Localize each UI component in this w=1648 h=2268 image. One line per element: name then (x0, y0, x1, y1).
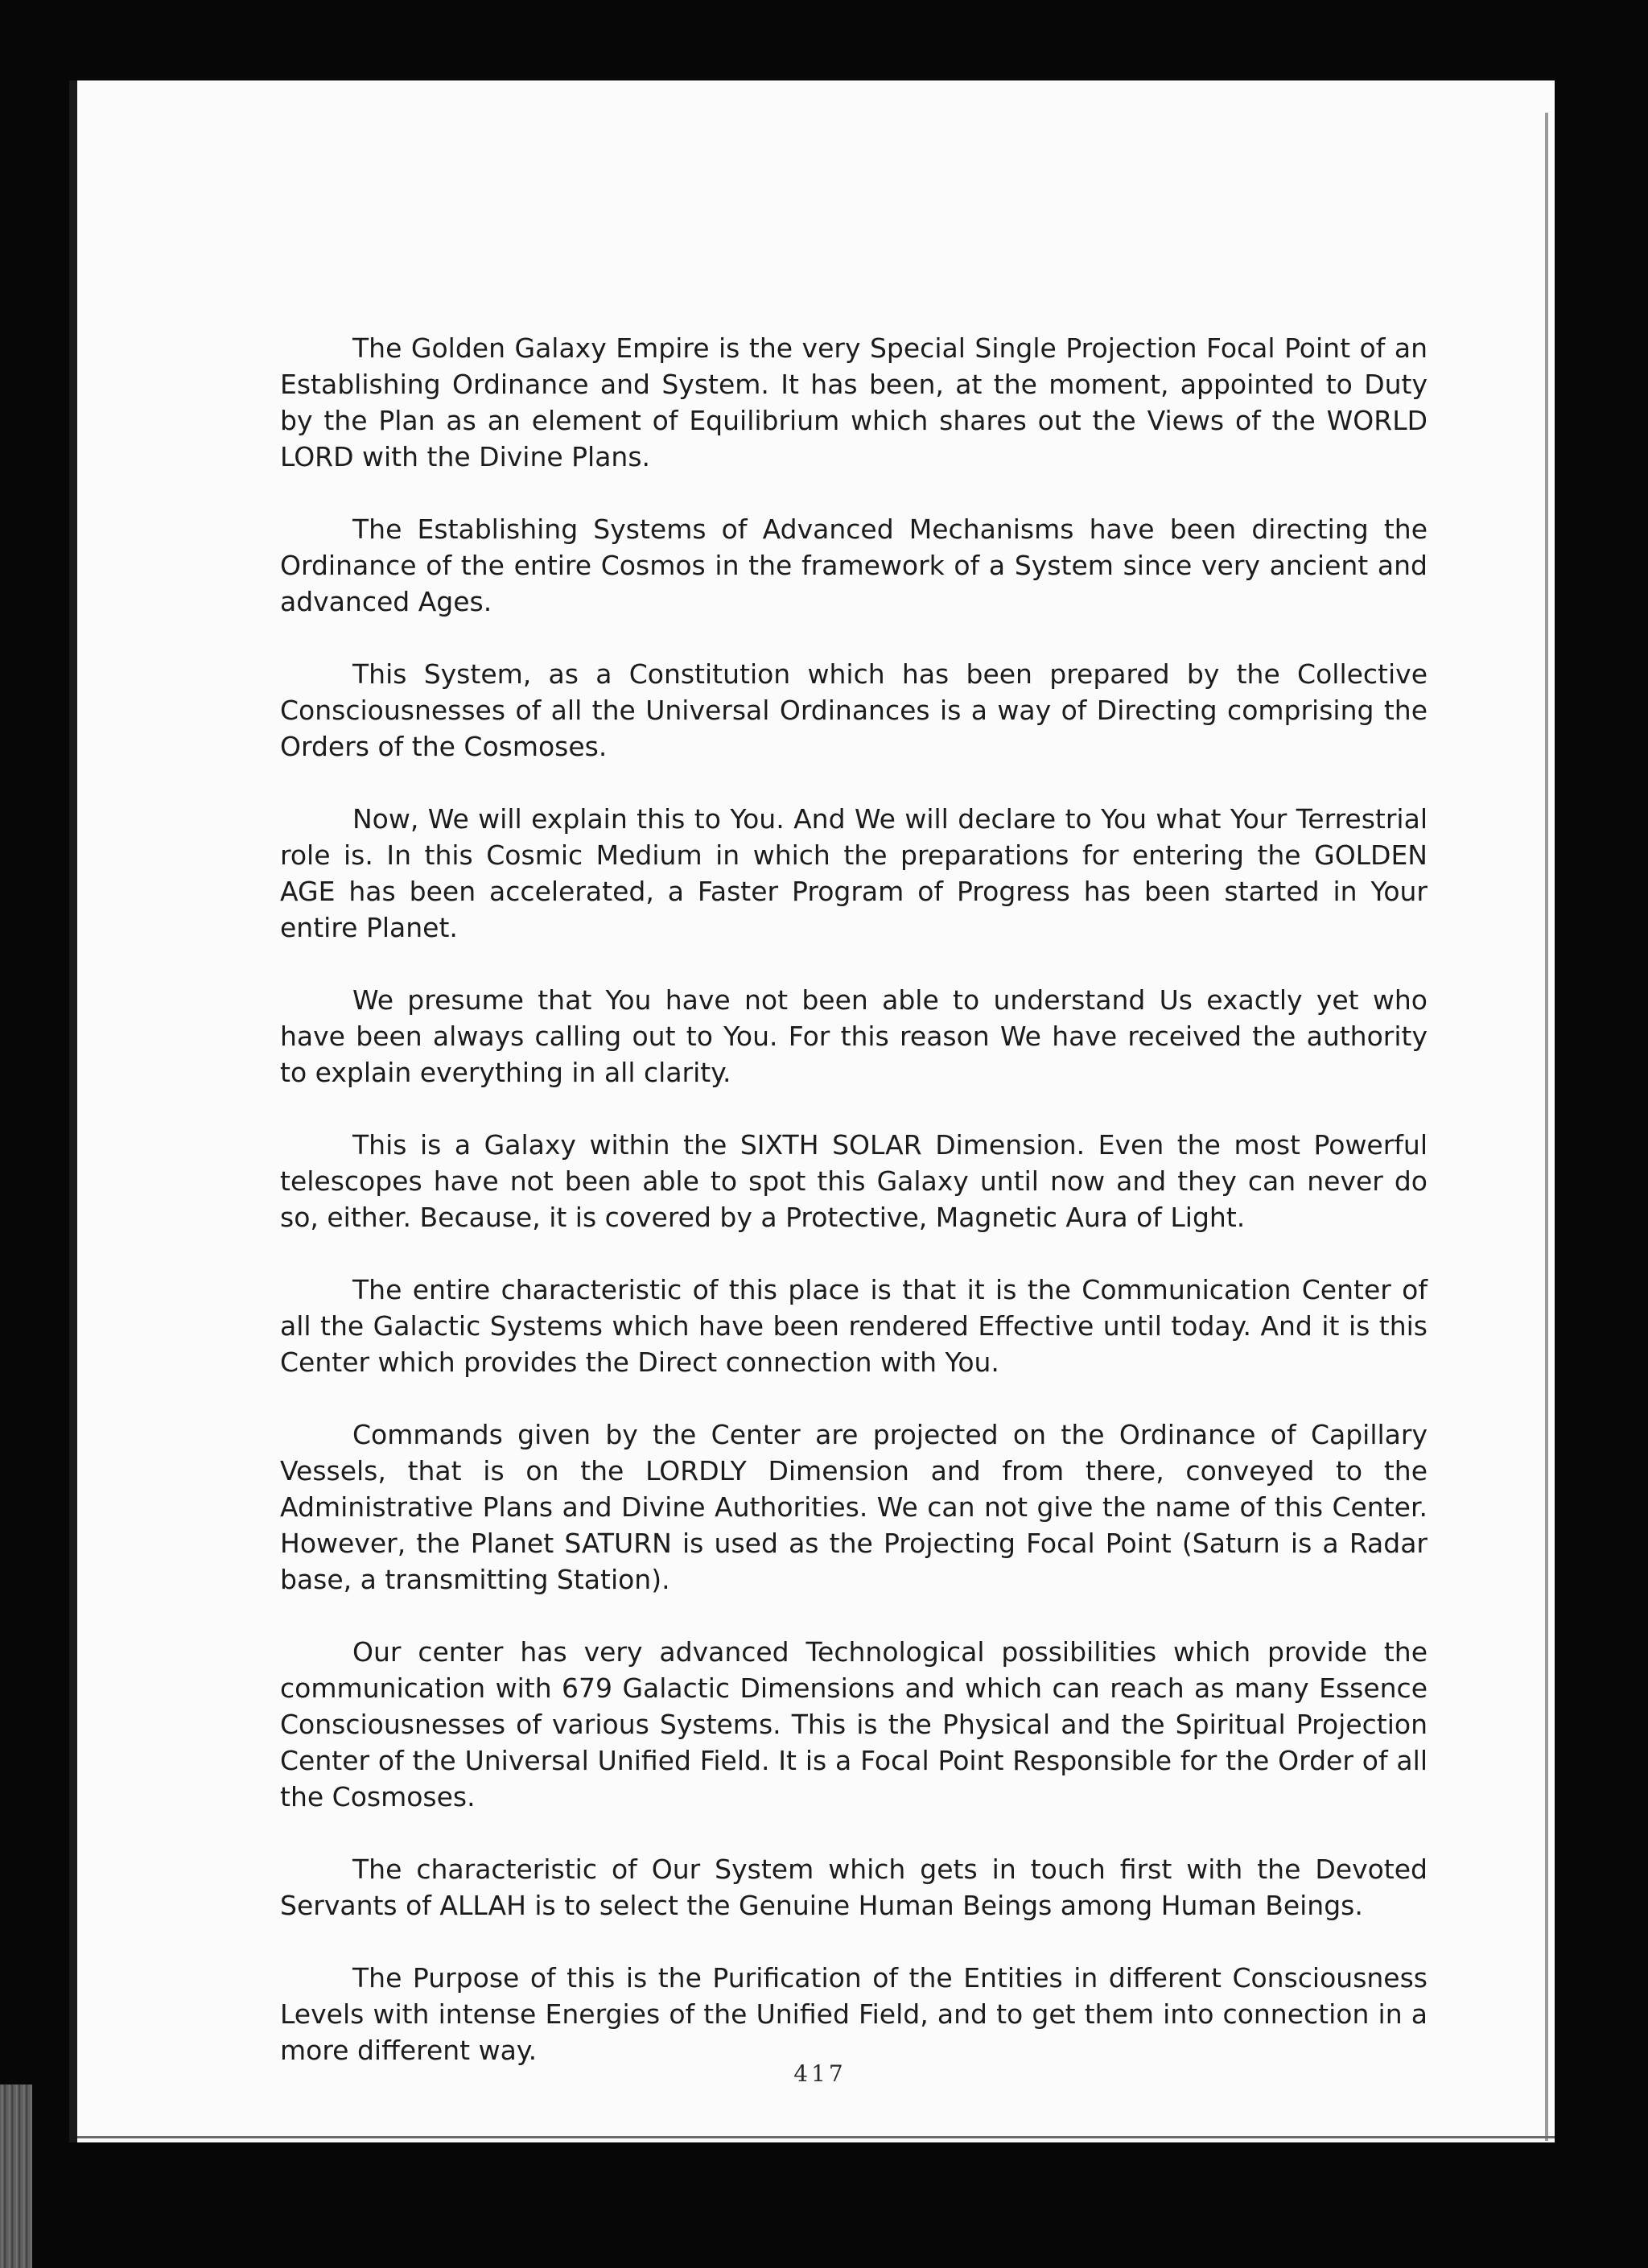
book-binding-edge (0, 2084, 32, 2268)
book-page (69, 80, 1555, 2142)
page-bottom-edge (77, 2136, 1555, 2138)
paragraph-7: The entire characteristic of this place is that it is the Communication Center of all the Galactic Systems which have been rendered Effective until today. And it is this Center which provides the Direct connection with You. (280, 1274, 1428, 1378)
paragraph-10: The characteristic of Our System which gets in touch first with the Devoted Servants of ALLAH is to select the Genuine Human Beings among Human Beings. (280, 1854, 1428, 1921)
paragraph-8: Commands given by the Center are projected on the Ordinance of Capillary Vessels, that is on the LORDLY Dimension and from there, conveyed to the Administrative Plans and Divine Authorities. We can not give the name of this Center. However, the Planet SATURN is used as the Projecting Focal Point (Saturn is a Radar base, a transmitting Station). (280, 1419, 1428, 1595)
paragraph-2: The Establishing Systems of Advanced Mechanisms have been directing the Ordinance of the entire Cosmos in the framework of a System since very ancient and advanced Ages. (280, 513, 1428, 617)
body-text (280, 330, 1428, 2105)
paragraph-6: This is a Galaxy within the SIXTH SOLAR Dimension. Even the most Powerful telescopes have not been able to spot this Galaxy until now and they can never do so, either. Because, it is covered by a Protective, Magnetic Aura of Light. (280, 1129, 1428, 1233)
paragraph-4: Now, We will explain this to You. And We will declare to You what Your Terrestrial role is. In this Cosmic Medium in which the preparations for entering the GOLDEN AGE has been accelerated, a Faster Program of Progress has been started in Your entire Planet. (280, 803, 1428, 943)
paragraph-11: The Purpose of this is the Purification of the Entities in different Consciousness Levels with intense Energies of the Unified Field, and to get them into connection in a more different way. (280, 1962, 1428, 2066)
page-right-edge (1545, 113, 1548, 2141)
paragraph-9: Our center has very advanced Technological possibilities which provide the communication with 679 Galactic Dimensions and which can reach as many Essence Consciousnesses of various Systems. This is the Physical and the Spiritual Projection Center of the Universal Unified Field. It is a Focal Point Responsible for the Order of all the Cosmoses. (280, 1636, 1428, 1812)
paragraph-5: We presume that You have not been able to understand Us exactly yet who have been always calling out to You. For this reason We have received the authority to explain everything in all clarity. (280, 984, 1428, 1088)
page-number: 417 (793, 2060, 847, 2087)
paragraph-1: The Golden Galaxy Empire is the very Special Single Projection Focal Point of an Establishing Ordinance and System. It has been, at the moment, appointed to Duty by the Plan as an element of Equilibrium which shares out the Views of the WORLD LORD with the Divine Plans. (280, 332, 1428, 472)
paragraph-3: This System, as a Constitution which has been prepared by the Collective Consciousnesses of all the Universal Ordinances is a way of Directing comprising the Orders of the Cosmoses. (280, 658, 1428, 762)
